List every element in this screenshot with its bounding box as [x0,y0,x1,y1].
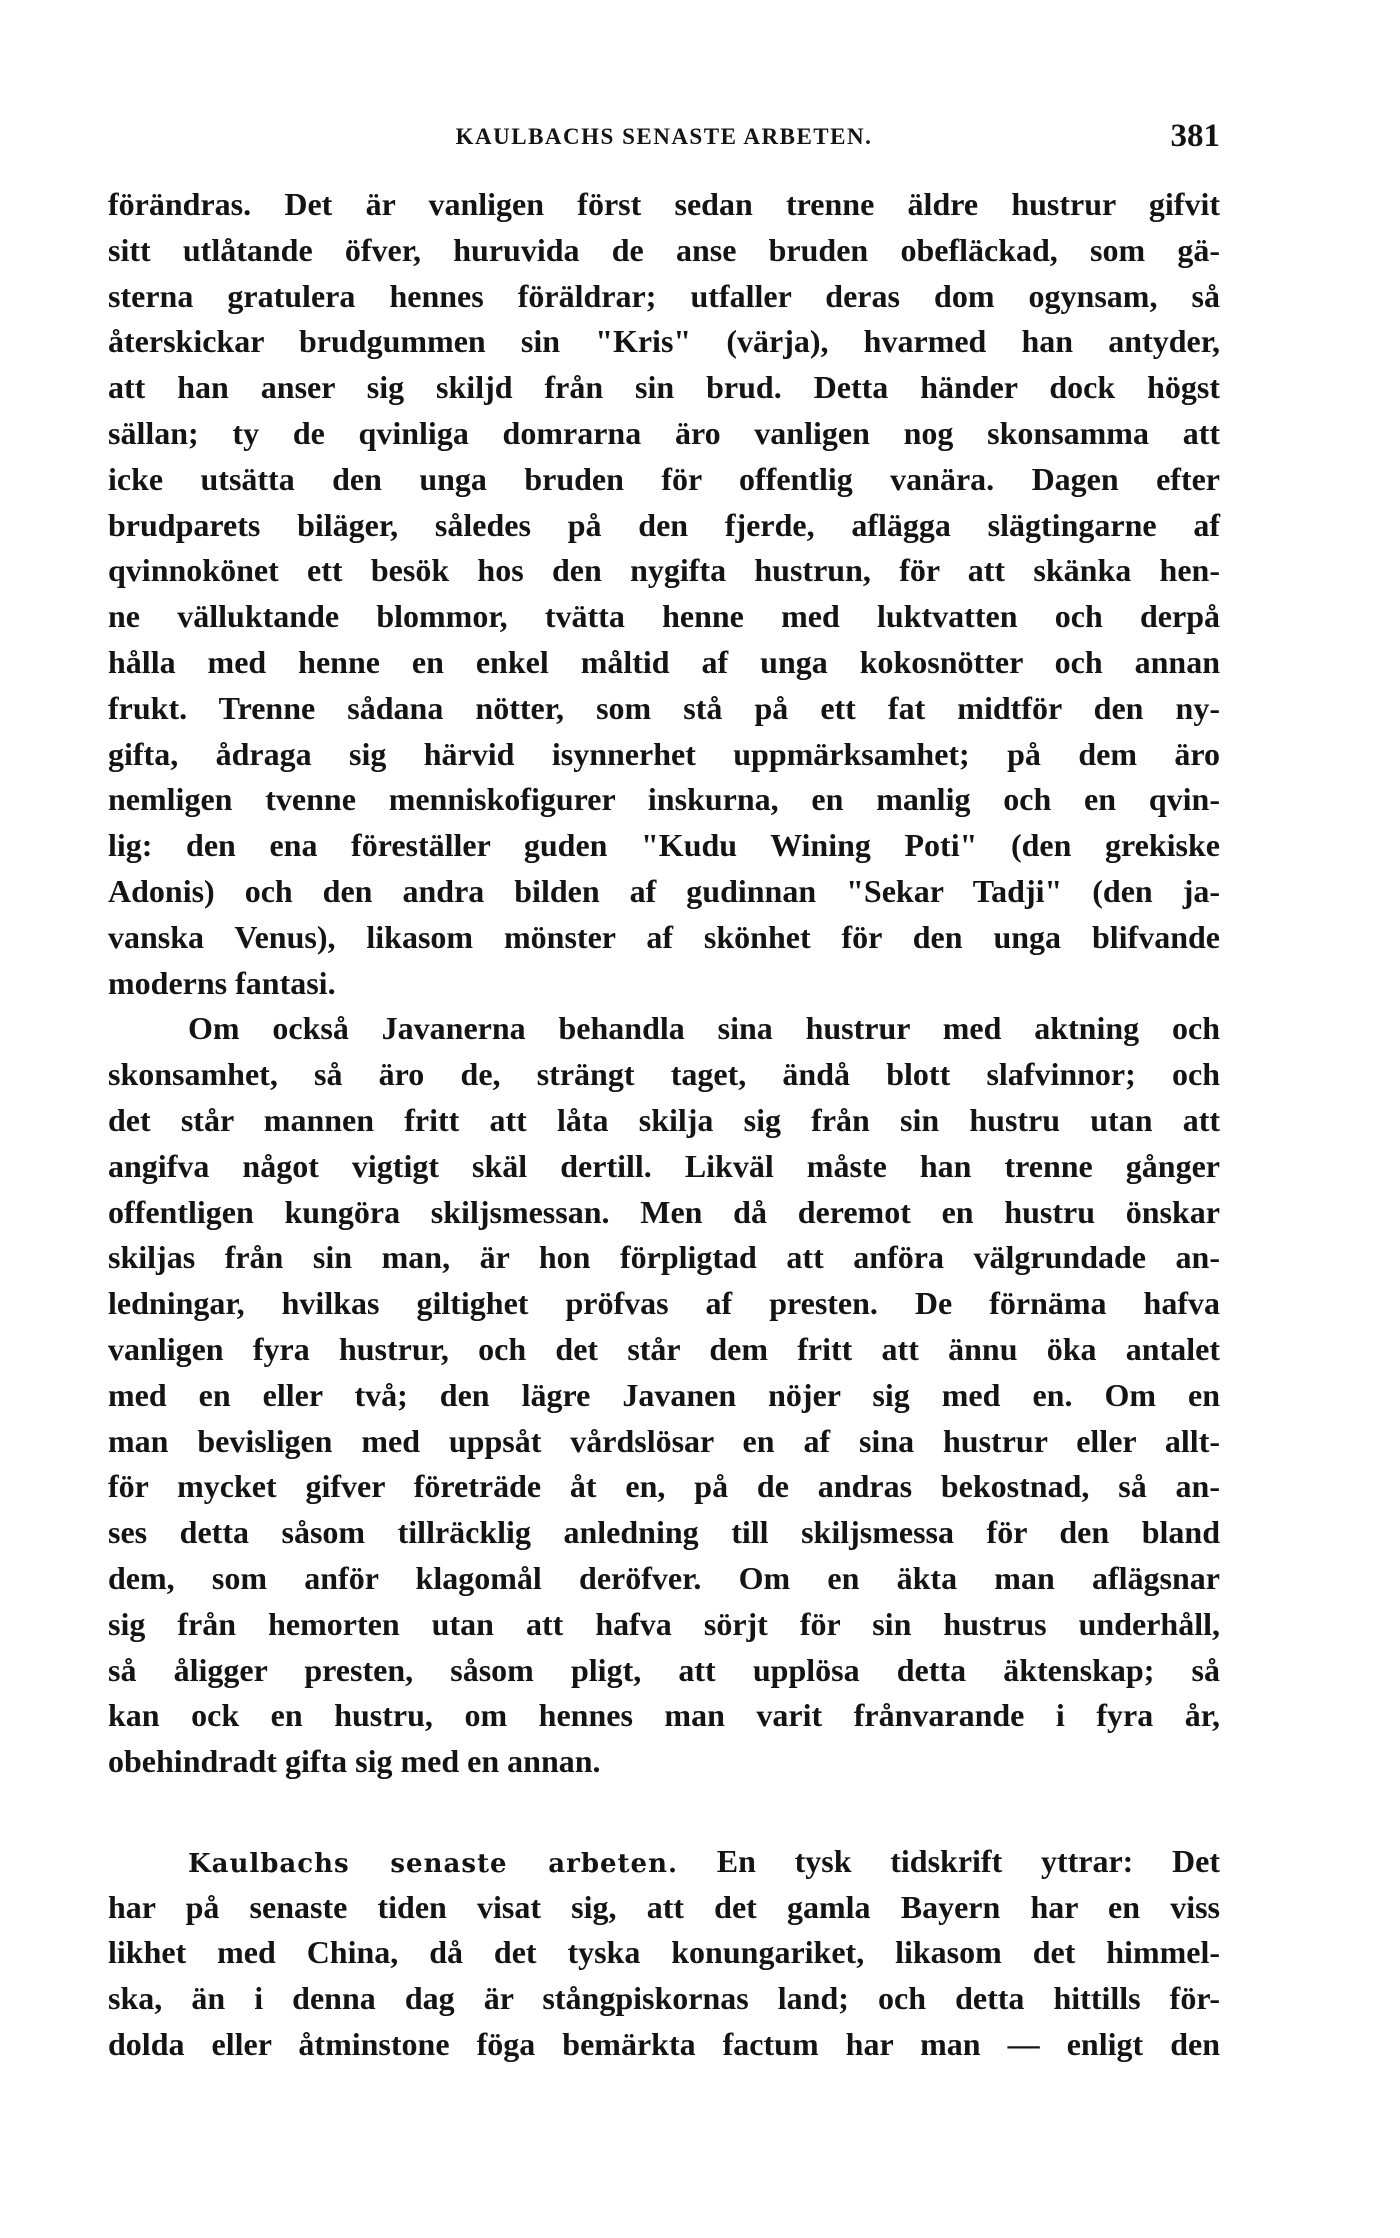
paragraph-2 [108,1006,1220,1785]
text-line: frukt. Trenne sådana nötter, som stå på ett fat midtför den ny- [108,689,1220,726]
text-line: offentligen kungöra skiljsmessan. Men då deremot en hustru önskar [108,1193,1220,1230]
text-line: sällan; ty de qvinliga domrarna äro vanligen nog skonsamma att [108,414,1220,451]
text-line: ses detta såsom tillräcklig anledning till skiljsmessa för den bland [108,1514,1220,1551]
text-line: kan ock en hustru, om hennes man varit frånvarande i fyra år, [108,1697,1220,1734]
text-line: återskickar brudgummen sin "Kris" (värja), hvarmed han antyder, [108,323,1220,360]
page-number: 381 [1170,118,1220,154]
text-line: icke utsätta den unga bruden för offentlig vanära. Dagen efter [108,460,1220,497]
text-line: ska, än i denna dag är stångpiskornas land; och detta hittills för- [108,1980,1220,2017]
text-line: Om också Javanerna behandla sina hustrur med aktning och [188,1010,1220,1047]
text-line: har på senaste tiden visat sig, att det gamla Bayern har en viss [108,1888,1220,1925]
text-line: dem, som anför klagomål deröfver. Om en äkta man aflägsnar [108,1559,1220,1596]
running-header [108,118,1220,162]
text-line: vanligen fyra hustrur, och det står dem fritt att ännu öka antalet [108,1330,1220,1367]
text-line: brudparets biläger, således på den fjerde, aflägga slägtingarne af [108,506,1220,543]
section-kaulbach [108,1839,1220,2068]
text-line: lig: den ena föreställer guden "Kudu Wining Poti" (den grekiske [108,827,1220,864]
text-line: skonsamhet, så äro de, strängt taget, ändå blott slafvinnor; och [108,1056,1220,1093]
text-line: likhet med China, då det tyska konungariket, likasom det himmel- [108,1934,1220,1971]
text-line: qvinnokönet ett besök hos den nygifta hustrun, för att skänka hen- [108,552,1220,589]
text-line: Adonis) och den andra bilden af gudinnan "Sekar Tadji" (den ja- [108,872,1220,909]
text-line: så åligger presten, såsom pligt, att upplösa detta äktenskap; så [108,1651,1220,1688]
text-line: förändras. Det är vanligen först sedan trenne äldre hustrur gifvit [108,186,1220,222]
text-line: dolda eller åtminstone föga bemärkta factum har man — enligt den [108,2026,1220,2063]
text-line: ne välluktande blommor, tvätta henne med luktvatten och derpå [108,598,1220,635]
text-line: nemligen tvenne menniskofigurer inskurna, en manlig och en qvin- [108,781,1220,818]
text-line: moderns fantasi. [108,964,336,1001]
text-line: sig från hemorten utan att hafva sörjt för sin hustrus underhåll, [108,1605,1220,1642]
text-line: skiljas från sin man, är hon förpligtad att anföra välgrundade an- [108,1239,1220,1276]
paragraph-1 [108,182,1220,1006]
text-line: obehindradt gifta sig med en annan. [108,1743,601,1780]
text-line: sitt utlåtande öfver, huruvida de anse bruden obefläckad, som gä- [108,231,1220,268]
text-line: man bevisligen med uppsåt vårdslösar en af sina hustrur eller allt- [108,1422,1220,1459]
body-text [108,182,1220,2068]
text-line: vanska Venus), likasom mönster af skönhet för den unga blifvande [108,918,1220,955]
text-line: angifva något vigtigt skäl dertill. Likväl måste han trenne gånger [108,1147,1220,1184]
text-line: gifta, ådraga sig härvid isynnerhet uppmärksamhet; på dem äro [108,735,1220,772]
section-heading: Kaulbachs senaste arbeten. [188,1848,679,1879]
paragraph-spacer [108,1785,1220,1839]
text-line: det står mannen fritt att låta skilja sig från sin hustru utan att [108,1101,1220,1138]
text-line: med en eller två; den lägre Javanen nöjer sig med en. Om en [108,1376,1220,1413]
text-line: hålla med henne en enkel måltid af unga kokosnötter och annan [108,643,1220,680]
text-line: att han anser sig skiljd från sin brud. Detta händer dock högst [108,369,1220,406]
text-line: ledningar, hvilkas giltighet pröfvas af presten. De förnäma hafva [108,1285,1220,1322]
section-first-line-text: En tysk tidskrift yttrar: Det [716,1842,1221,1879]
running-title: KAULBACHS SENASTE ARBETEN. [455,124,873,149]
text-line: sterna gratulera hennes föräldrar; utfaller deras dom ogynsam, så [108,277,1220,314]
text-line: för mycket gifver företräde åt en, på de andras bekostnad, så an- [108,1468,1220,1505]
section-first-line [108,1839,1220,1885]
